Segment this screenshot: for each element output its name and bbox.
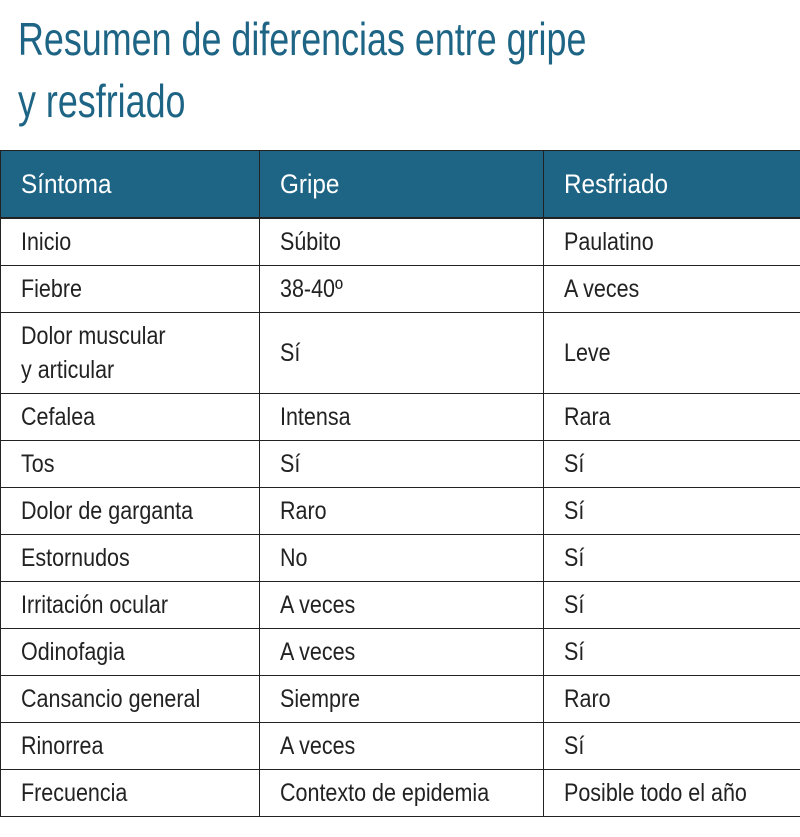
cold-cell: Sí — [544, 488, 800, 535]
symptom-cell: Rinorrea — [1, 723, 260, 770]
cold-cell: Paulatino — [544, 218, 800, 266]
table-header-row — [1, 151, 800, 219]
table-row — [1, 394, 800, 441]
title-line-2: y resfriado — [18, 75, 186, 127]
cold-cell: Raro — [544, 676, 800, 723]
symptom-cell: Fiebre — [1, 266, 260, 313]
symptom-cell: Inicio — [1, 218, 260, 266]
flu-cell: Intensa — [260, 394, 544, 441]
cold-cell: Sí — [544, 441, 800, 488]
symptom-cell: Irritación ocular — [1, 582, 260, 629]
cold-cell: Sí — [544, 629, 800, 676]
page-title — [18, 8, 619, 132]
flu-cell: Súbito — [260, 218, 544, 266]
flu-cell: A veces — [260, 723, 544, 770]
table-row — [1, 441, 800, 488]
table-row — [1, 266, 800, 313]
flu-cell: Raro — [260, 488, 544, 535]
symptom-cell: Tos — [1, 441, 260, 488]
symptom-cell: Cefalea — [1, 394, 260, 441]
flu-cell: Sí — [260, 313, 544, 394]
cold-cell: Rara — [544, 394, 800, 441]
cold-cell: Sí — [544, 723, 800, 770]
header-cold: Resfriado — [544, 151, 800, 219]
table-row — [1, 535, 800, 582]
comparison-table — [0, 150, 800, 817]
flu-cell: Sí — [260, 441, 544, 488]
flu-cell: A veces — [260, 582, 544, 629]
cold-cell: Sí — [544, 582, 800, 629]
table-row — [1, 218, 800, 266]
table-row — [1, 488, 800, 535]
symptom-cell: Dolor de garganta — [1, 488, 260, 535]
symptom-cell: Odinofagia — [1, 629, 260, 676]
cold-cell: A veces — [544, 266, 800, 313]
flu-cell: Siempre — [260, 676, 544, 723]
symptom-cell: Cansancio general — [1, 676, 260, 723]
table-row — [1, 629, 800, 676]
flu-cell: A veces — [260, 629, 544, 676]
symptom-cell: Dolor muscular y articular — [1, 313, 260, 394]
header-flu: Gripe — [260, 151, 544, 219]
flu-cell: No — [260, 535, 544, 582]
cold-cell: Sí — [544, 535, 800, 582]
symptom-cell: Estornudos — [1, 535, 260, 582]
flu-cell: Contexto de epidemia — [260, 770, 544, 817]
cold-cell: Leve — [544, 313, 800, 394]
symptom-cell: Frecuencia — [1, 770, 260, 817]
table-row — [1, 313, 800, 394]
table-row — [1, 723, 800, 770]
cold-cell: Posible todo el año — [544, 770, 800, 817]
flu-cell: 38-40º — [260, 266, 544, 313]
table-row — [1, 582, 800, 629]
table-row — [1, 676, 800, 723]
title-line-1: Resumen de diferencias entre gripe — [18, 13, 587, 65]
header-symptom: Síntoma — [1, 151, 260, 219]
table-row — [1, 770, 800, 817]
